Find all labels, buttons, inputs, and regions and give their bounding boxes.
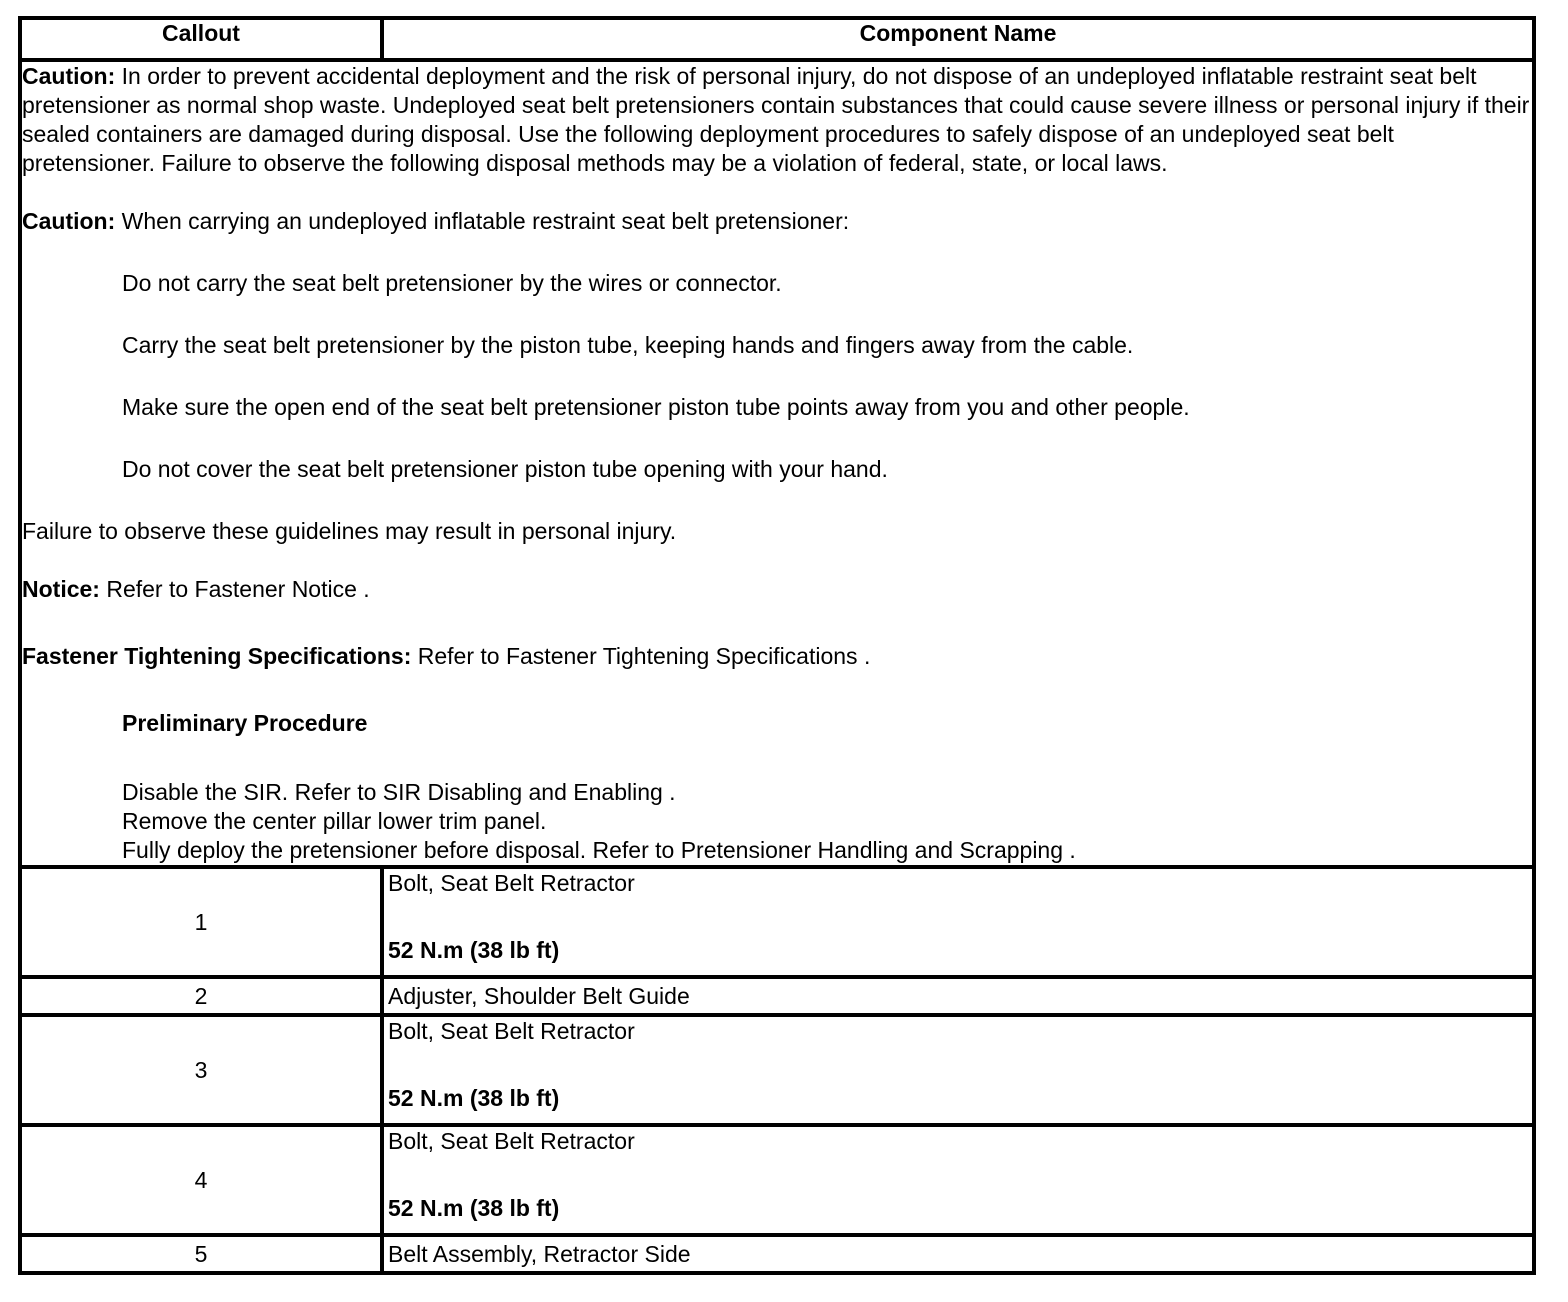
component-name-header: Component Name [382,18,1534,60]
preliminary-step-3: Fully deploy the pretensioner before disposal. Refer to Pretensioner Handling and Scrapping . [122,837,1076,863]
carry-guideline-2: Carry the seat belt pretensioner by the piston tube, keeping hands and fingers away from the cable. [122,332,1134,358]
callout-cell: 3 [20,1015,382,1125]
torque-spec: 52 N.m (38 lb ft) [388,1195,560,1221]
preliminary-step-2: Remove the center pillar lower trim panel. [122,808,547,834]
table-row [20,1125,1534,1235]
fastener-spec-label: Fastener Tightening Specifications: [22,643,412,669]
component-cell [382,977,1534,1015]
callout-cell: 5 [20,1235,382,1273]
component-cell [382,1235,1534,1273]
component-name: Bolt, Seat Belt Retractor [388,1018,635,1044]
callout-cell: 1 [20,867,382,977]
notice-label: Notice: [22,576,100,602]
torque-spec: 52 N.m (38 lb ft) [388,1085,560,1111]
component-name: Adjuster, Shoulder Belt Guide [388,982,690,1009]
caution-paragraph-2 [22,207,1532,236]
failure-warning: Failure to observe these guidelines may result in personal injury. [22,518,677,544]
procedure-table [18,16,1536,1275]
callout-header: Callout [20,18,382,60]
component-name: Bolt, Seat Belt Retractor [388,870,635,896]
table-row [20,977,1534,1015]
torque-spec: 52 N.m (38 lb ft) [388,937,560,963]
callout-cell: 2 [20,977,382,1015]
carry-guideline-4: Do not cover the seat belt pretensioner piston tube opening with your hand. [122,456,888,482]
notes-row [20,60,1534,867]
preliminary-procedure-title [22,709,1532,738]
caution-paragraph-1 [22,62,1532,178]
component-name: Belt Assembly, Retractor Side [388,1240,691,1267]
table-row [20,1015,1534,1125]
fastener-spec-paragraph [22,642,1532,671]
caution-text-1: In order to prevent accidental deployment and the risk of personal injury, do not dispose of an undeployed inflatable restraint seat belt pretensioner as normal shop waste. Undeployed seat belt pretensioners contain substances that could cause severe illness or personal injury if their sealed containers are damaged during disposal. Use the following deployment procedures to safely dispose of an undeployed seat belt pretensioner. Failure to observe the following disposal methods may be a violation of federal, state, or local laws. [22,63,1530,176]
notice-text: Refer to Fastener Notice . [99,576,370,602]
preliminary-procedure-title-text: Preliminary Procedure [122,710,368,736]
procedure-table-container [18,16,1532,1275]
header-row [20,18,1534,60]
caution-text-2: When carrying an undeployed inflatable restraint seat belt pretensioner: [115,208,850,234]
component-cell [382,1015,1534,1125]
component-name: Bolt, Seat Belt Retractor [388,1128,635,1154]
fastener-spec-text: Refer to Fastener Tightening Specifications . [411,643,871,669]
table-row [20,867,1534,977]
carry-guideline-3: Make sure the open end of the seat belt pretensioner piston tube points away from you and other people. [122,394,1190,420]
notice-paragraph [22,575,1532,604]
table-row [20,1235,1534,1273]
caution-label-1: Caution: [22,63,116,89]
callout-cell: 4 [20,1125,382,1235]
caution-label-2: Caution: [22,208,116,234]
carry-guideline-1: Do not carry the seat belt pretensioner by the wires or connector. [122,270,782,296]
notes-cell [20,60,1534,867]
component-cell [382,867,1534,977]
preliminary-step-1: Disable the SIR. Refer to SIR Disabling and Enabling . [122,779,676,805]
component-cell [382,1125,1534,1235]
